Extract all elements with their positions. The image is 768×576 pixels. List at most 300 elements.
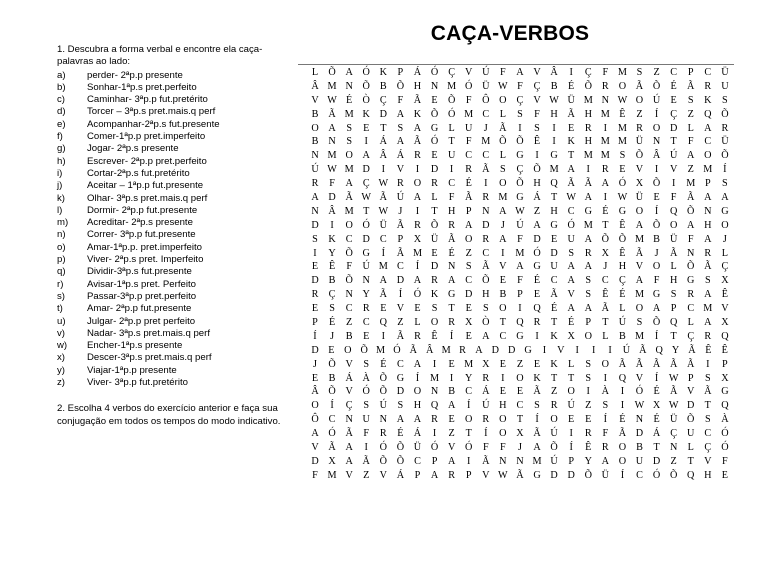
grid-letter: O [516, 372, 524, 384]
grid-letter: X [516, 428, 524, 440]
verb-item [57, 352, 292, 364]
grid-letter: T [550, 192, 558, 204]
grid-letter: A [362, 150, 370, 162]
grid-letter: A [704, 122, 712, 134]
grid-letter: E [568, 122, 575, 134]
grid-letter: É [465, 178, 472, 190]
grid-letter: R [482, 192, 490, 204]
grid-letter: F [517, 275, 523, 287]
grid-letter: Õ [652, 219, 661, 231]
grid-letter: Ó [328, 428, 336, 440]
grid-letter: E [619, 164, 626, 176]
grid-letter: F [602, 428, 609, 440]
grid-letter: A [345, 67, 353, 78]
verb-item [57, 365, 292, 377]
grid-letter: G [430, 122, 439, 134]
grid-letter: Ô [482, 94, 490, 106]
grid-letter: Z [516, 358, 524, 370]
grid-letter: C [704, 428, 712, 440]
grid-letter: L [414, 317, 421, 329]
grid-letter: Ó [465, 80, 473, 92]
grid-letter: Õ [516, 136, 524, 148]
grid-letter: Ó [393, 344, 401, 356]
grid-row [308, 344, 732, 358]
grid-letter: I [364, 136, 368, 148]
verb-item-text: Olhar- 3ªp.s pret.mais.q perf [87, 192, 208, 204]
grid-letter: I [586, 386, 590, 398]
grid-letter: Ç [516, 94, 524, 106]
verb-item [57, 279, 292, 291]
grid-letter: M [481, 136, 491, 148]
grid-letter: Í [415, 372, 420, 384]
grid-letter: A [447, 400, 456, 412]
grid-letter: D [465, 289, 473, 301]
grid-letter: Ç [670, 108, 678, 120]
grid-letter: I [501, 372, 505, 384]
grid-letter: T [602, 317, 609, 329]
grid-letter: J [603, 261, 608, 273]
grid-letter: Â [311, 386, 319, 398]
grid-letter: K [413, 108, 422, 120]
verb-item-text: Sonhar-1ªp.s pret.perfeito [87, 81, 197, 93]
grid-letter: Ã [362, 455, 370, 467]
verb-item-text: Avisar-1ªp.s pret. Perfeito [87, 278, 196, 290]
grid-letter: X [721, 275, 729, 287]
grid-letter: M [376, 344, 386, 356]
grid-letter: P [414, 469, 421, 481]
grid-letter: Q [721, 400, 729, 412]
grid-letter: Ó [379, 442, 387, 454]
grid-letter: E [431, 150, 438, 162]
verb-item-key: h) [57, 155, 66, 167]
grid-letter: W [327, 164, 337, 176]
verb-item-text: Jogar- 2ªp.s presente [87, 143, 179, 155]
grid-letter: Í [415, 261, 420, 273]
grid-letter: R [584, 428, 592, 440]
grid-letter: T [602, 219, 609, 231]
grid-letter: K [328, 233, 336, 245]
grid-letter: I [552, 122, 556, 134]
grid-letter: Q [533, 303, 541, 315]
grid-letter: Z [533, 205, 541, 217]
grid-letter: Ó [430, 67, 439, 78]
grid-letter: J [500, 219, 505, 231]
grid-letter: R [431, 275, 438, 287]
grid-letter: L [311, 67, 319, 78]
divider-line [298, 64, 734, 65]
grid-letter: Ã [413, 94, 422, 106]
grid-letter: Ã [345, 192, 353, 204]
grid-letter: M [344, 164, 354, 176]
grid-letter: I [364, 442, 368, 454]
grid-letter: H [704, 469, 712, 481]
grid-letter: S [704, 414, 711, 426]
grid-letter: Ó [465, 442, 473, 454]
grid-letter: D [311, 219, 319, 231]
verb-item-key: u) [57, 315, 66, 327]
grid-letter: Õ [635, 150, 644, 162]
grid-letter: I [603, 122, 608, 134]
grid-letter: D [635, 428, 644, 440]
grid-letter: Ã [379, 192, 387, 204]
grid-letter: G [533, 261, 541, 273]
grid-letter: Ã [635, 80, 644, 92]
grid-letter: U [447, 150, 456, 162]
grid-letter: M [515, 247, 525, 259]
instructions-panel [57, 44, 292, 428]
grid-letter: H [669, 275, 678, 287]
grid-letter: É [533, 275, 541, 287]
grid-letter: I [620, 400, 625, 412]
grid-letter: A [345, 178, 353, 190]
grid-letter: Q [516, 317, 524, 329]
grid-letter: R [687, 289, 695, 301]
grid-letter: Õ [721, 150, 729, 162]
grid-letter: P [312, 317, 318, 329]
grid-letter: A [704, 289, 712, 301]
grid-row [308, 288, 732, 302]
grid-letter: Z [465, 247, 472, 259]
grid-letter: R [636, 122, 643, 134]
grid-letter: Í [381, 247, 386, 259]
verb-item [57, 254, 292, 266]
grid-letter: É [328, 317, 336, 329]
grid-row [308, 274, 732, 288]
grid-letter: Ã [482, 455, 490, 467]
grid-letter: P [568, 455, 574, 467]
grid-letter: L [499, 108, 506, 120]
grid-letter: E [311, 261, 319, 273]
grid-letter: M [703, 303, 713, 315]
grid-letter: X [482, 358, 490, 370]
grid-letter: Ò [362, 94, 370, 106]
grid-letter: F [517, 80, 523, 92]
grid-letter: O [499, 428, 507, 440]
grid-letter: C [670, 67, 678, 78]
grid-letter: M [634, 289, 645, 301]
grid-letter: M [412, 247, 422, 259]
grid-letter: R [601, 442, 609, 454]
grid-letter: R [311, 289, 319, 301]
verb-item-text: Torcer – 3ªp.s pret.mais.q perf [87, 106, 216, 118]
grid-letter: Ú [482, 67, 490, 78]
grid-letter: A [584, 261, 592, 273]
grid-letter: S [482, 303, 489, 315]
grid-letter: V [345, 386, 353, 398]
verb-item-key: r) [57, 278, 64, 290]
grid-letter: M [617, 67, 627, 78]
grid-letter: G [584, 205, 592, 217]
grid-row [308, 372, 732, 386]
grid-letter: Ü [379, 219, 387, 231]
grid-letter: D [508, 344, 516, 356]
grid-letter: Q [618, 372, 627, 384]
grid-letter: X [721, 317, 729, 329]
grid-letter: A [475, 344, 483, 356]
grid-letter: C [516, 400, 524, 412]
grid-letter: A [652, 303, 661, 315]
grid-letter: M [583, 219, 593, 231]
grid-letter: V [311, 442, 319, 454]
grid-letter: R [431, 178, 438, 190]
grid-letter: P [687, 372, 694, 384]
grid-letter: Ã [704, 261, 712, 273]
grid-letter: Â [311, 80, 319, 92]
grid-letter: D [311, 455, 319, 467]
grid-letter: Ó [652, 469, 661, 481]
grid-letter: Á [413, 67, 422, 78]
grid-letter: Â [379, 150, 387, 162]
grid-letter: Í [313, 330, 317, 342]
grid-letter: Ã [533, 386, 541, 398]
grid-letter: É [653, 414, 660, 426]
grid-letter: A [499, 205, 507, 217]
grid-letter: Ã [635, 358, 644, 370]
grid-letter: F [465, 94, 472, 106]
grid-letter: S [670, 289, 677, 301]
grid-letter: Ã [345, 428, 353, 440]
grid-letter: É [550, 303, 558, 315]
grid-letter: L [687, 317, 694, 329]
grid-letter: É [448, 247, 455, 259]
grid-letter: Á [396, 150, 405, 162]
grid-letter: W [361, 192, 372, 204]
grid-letter: A [533, 219, 541, 231]
grid-letter: V [311, 94, 319, 106]
grid-letter: O [345, 150, 353, 162]
verb-item-key: s) [57, 290, 65, 302]
grid-letter: X [721, 372, 729, 384]
verb-item [57, 106, 292, 118]
grid-letter: Ú [669, 150, 678, 162]
grid-letter: I [467, 455, 471, 467]
grid-letter: D [430, 261, 439, 273]
grid-letter: V [396, 164, 405, 176]
grid-letter: A [413, 192, 422, 204]
grid-letter: B [619, 330, 626, 342]
grid-letter: S [619, 150, 626, 162]
grid-letter: Ê [431, 330, 438, 342]
grid-letter: R [550, 400, 558, 412]
grid-letter: R [431, 414, 438, 426]
grid-letter: M [600, 150, 610, 162]
grid-letter: A [311, 428, 319, 440]
grid-letter: D [362, 233, 370, 245]
grid-letter: V [499, 261, 507, 273]
grid-letter: N [669, 442, 678, 454]
verb-item [57, 156, 292, 168]
grid-letter: Z [397, 317, 404, 329]
verb-item-text: Cortar-2ªp.s fut.pretérito [87, 167, 190, 179]
grid-letter: Ã [482, 261, 490, 273]
grid-letter: O [704, 150, 712, 162]
grid-row [308, 66, 732, 80]
grid-letter: A [704, 192, 712, 204]
grid-letter: Í [398, 289, 403, 301]
grid-letter: O [652, 261, 661, 273]
grid-letter: Õ [687, 414, 695, 426]
grid-letter: J [330, 330, 335, 342]
grid-letter: C [636, 469, 643, 481]
grid-letter: U [550, 261, 558, 273]
verb-item-key: g) [57, 143, 66, 155]
grid-letter: D [311, 344, 319, 356]
grid-letter: F [397, 94, 404, 106]
grid-letter: F [534, 108, 540, 120]
grid-letter: M [634, 233, 645, 245]
grid-letter: Ã [328, 442, 336, 454]
grid-letter: F [346, 261, 352, 273]
grid-letter: G [618, 205, 627, 217]
grid-letter: F [722, 455, 728, 467]
grid-letter: M [703, 164, 713, 176]
grid-letter: B [328, 275, 336, 287]
grid-letter: Õ [687, 205, 695, 217]
grid-letter: V [557, 344, 565, 356]
grid-letter: Õ [652, 317, 661, 329]
grid-letter: E [363, 330, 370, 342]
grid-letter: C [345, 233, 353, 245]
grid-letter: H [499, 400, 507, 412]
grid-letter: O [430, 317, 439, 329]
verb-item-text: Descer-3ªp.s pret.mais.q perf [87, 352, 212, 364]
grid-letter: S [363, 358, 370, 370]
grid-letter: P [704, 178, 711, 190]
verb-item-key: l) [57, 204, 63, 216]
grid-letter: M [600, 108, 610, 120]
grid-letter: T [499, 317, 506, 329]
grid-letter: Z [585, 400, 592, 412]
grid-letter: W [498, 80, 508, 92]
grid-letter: É [346, 94, 353, 106]
grid-letter: P [722, 358, 728, 370]
grid-letter: I [569, 428, 573, 440]
grid-letter: W [549, 94, 559, 106]
grid-letter: Õ [499, 136, 507, 148]
grid-letter: X [652, 400, 661, 412]
grid-letter: N [447, 261, 456, 273]
grid-letter: S [534, 122, 540, 134]
grid-letter: Q [430, 400, 439, 412]
grid-letter: G [524, 344, 532, 356]
grid-letter: S [363, 400, 370, 412]
grid-row [308, 205, 732, 219]
grid-letter: Ã [652, 358, 661, 370]
verb-item-key: y) [57, 364, 65, 376]
grid-letter: A [567, 303, 575, 315]
grid-letter: N [482, 205, 490, 217]
grid-letter: D [533, 233, 541, 245]
grid-letter: Ó [618, 178, 627, 190]
verb-item-text: Viajar-1ªp.p presente [87, 364, 177, 376]
grid-letter: A [430, 469, 439, 481]
grid-letter: C [362, 317, 370, 329]
grid-letter: V [396, 303, 405, 315]
grid-letter: M [464, 358, 474, 370]
grid-letter: I [569, 67, 573, 78]
grid-letter: Ó [721, 428, 729, 440]
grid-letter: Ç [533, 80, 541, 92]
grid-letter: Ã [687, 80, 695, 92]
grid-letter: V [669, 164, 678, 176]
grid-letter: I [654, 164, 659, 176]
grid-letter: O [499, 94, 507, 106]
grid-letter: M [549, 164, 559, 176]
grid-letter: D [669, 122, 678, 134]
grid-letter: Ã [618, 358, 627, 370]
grid-letter: E [465, 303, 472, 315]
grid-letter: I [381, 164, 386, 176]
grid-letter: Á [396, 469, 405, 481]
grid-letter: I [449, 164, 454, 176]
grid-letter: Õ [652, 80, 661, 92]
grid-letter: M [327, 80, 337, 92]
grid-letter: U [362, 414, 370, 426]
grid-letter: Ç [448, 67, 456, 78]
grid-letter: F [687, 136, 694, 148]
grid-letter: M [600, 136, 610, 148]
grid-letter: C [379, 233, 387, 245]
grid-letter: Q [550, 178, 558, 190]
grid-letter: M [583, 94, 593, 106]
grid-letter: E [414, 303, 421, 315]
grid-letter: T [380, 122, 387, 134]
grid-letter: B [499, 289, 507, 301]
grid-letter: Õ [379, 372, 387, 384]
grid-letter: Õ [601, 233, 609, 245]
grid-letter: E [380, 303, 387, 315]
grid-letter: E [311, 303, 319, 315]
grid-letter: S [585, 275, 592, 287]
grid-row [308, 80, 732, 94]
grid-letter: G [396, 372, 405, 384]
grid-letter: N [328, 136, 336, 148]
grid-letter: A [413, 275, 422, 287]
grid-letter: B [550, 80, 558, 92]
grid-letter: E [363, 122, 370, 134]
grid-letter: Ç [328, 289, 336, 301]
question-2: 2. Escolha 4 verbos do exercício anterior e faça sua conjugação em todos os tempos do modo indicativo. [57, 403, 281, 427]
grid-letter: É [619, 414, 626, 426]
grid-letter: A [482, 330, 490, 342]
grid-letter: E [670, 94, 677, 106]
grid-letter: Ç [345, 400, 353, 412]
grid-letter: X [328, 455, 336, 467]
grid-letter: D [687, 400, 695, 412]
verb-item [57, 316, 292, 328]
grid-letter: É [602, 205, 609, 217]
grid-letter: Q [669, 205, 678, 217]
grid-letter: S [431, 303, 438, 315]
grid-letter: I [608, 344, 612, 356]
grid-letter: S [722, 94, 728, 106]
grid-letter: R [396, 178, 404, 190]
verb-item-key: o) [57, 241, 66, 253]
grid-letter: T [704, 400, 711, 412]
grid-letter: Â [328, 205, 336, 217]
grid-letter: I [706, 358, 710, 370]
grid-letter: U [687, 428, 695, 440]
grid-letter: T [670, 330, 677, 342]
grid-letter: I [620, 386, 625, 398]
grid-letter: T [568, 372, 575, 384]
grid-letter: D [550, 247, 558, 259]
verb-item [57, 217, 292, 229]
grid-letter: Y [465, 372, 473, 384]
grid-letter: E [499, 358, 506, 370]
verb-item [57, 131, 292, 143]
grid-letter: É [568, 80, 575, 92]
